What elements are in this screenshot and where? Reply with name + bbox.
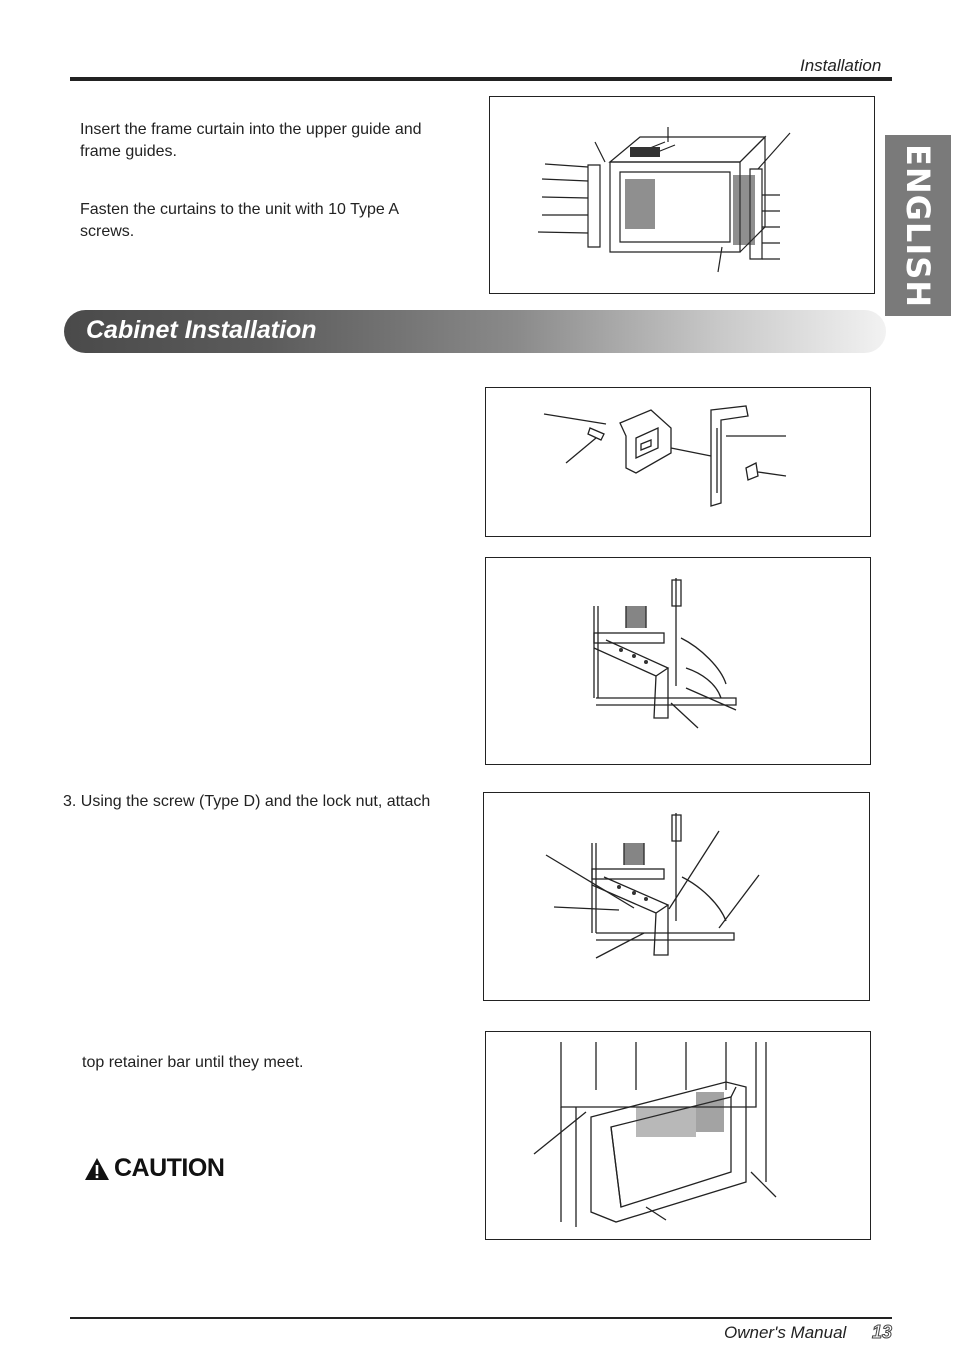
cabinet-retainer-text: top retainer bar until they meet.	[82, 1054, 304, 1071]
caution-heading	[84, 1154, 224, 1183]
cabinet-installation-title: Cabinet Installation	[86, 316, 317, 344]
frame-curtain-insert-text: Insert the frame curtain into the upper guide and frame guides.	[80, 121, 422, 160]
bracket-mount-illustration	[485, 557, 871, 765]
bracket-mount-drawing	[486, 558, 870, 764]
frame-curtain-illustration	[489, 96, 875, 294]
footer-manual-label: Owner's Manual	[724, 1323, 847, 1342]
language-side-tab	[885, 135, 951, 316]
frame-curtain-drawing	[490, 97, 874, 293]
cabinet-window-drawing	[486, 1032, 870, 1239]
warning-triangle-icon	[84, 1157, 110, 1181]
bracket-parts-illustration	[485, 387, 871, 537]
language-side-tab-label: ENGLISH	[899, 143, 937, 308]
page-number: 13	[872, 1322, 893, 1342]
cabinet-installation-banner	[64, 310, 886, 353]
cabinet-window-illustration	[485, 1031, 871, 1240]
screw-locknut-illustration	[483, 792, 870, 1001]
cabinet-step3-text: 3. Using the screw (Type D) and the lock nut, attach	[63, 793, 431, 810]
header-rule	[70, 77, 892, 81]
header-section-label: Installation	[800, 56, 882, 75]
frame-curtain-fasten-text: Fasten the curtains to the unit with 10 Type A screws.	[80, 201, 399, 240]
caution-label: CAUTION	[114, 1154, 225, 1182]
bracket-parts-drawing	[486, 388, 870, 536]
footer-rule	[70, 1317, 892, 1319]
screw-locknut-drawing	[484, 793, 869, 1000]
